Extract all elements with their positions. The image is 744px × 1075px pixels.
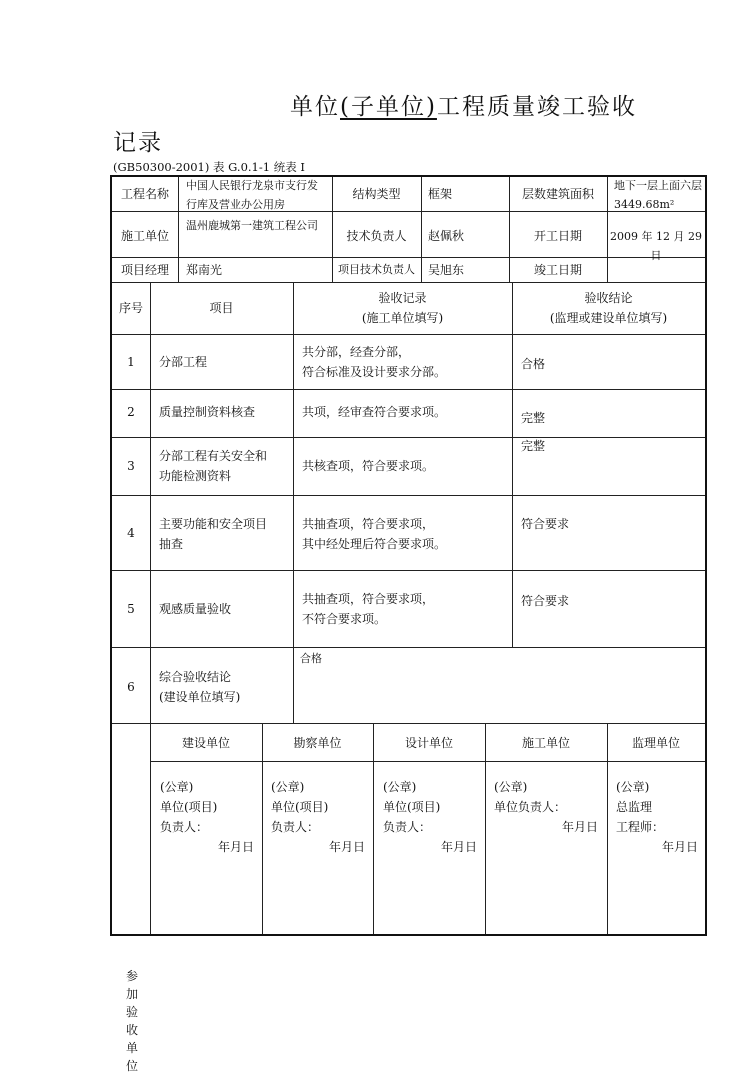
- row-no: 5: [127, 602, 135, 616]
- form-title: [290, 88, 637, 121]
- header-no: 序号: [118, 301, 143, 315]
- structure-value: 框架: [428, 187, 453, 201]
- seal-text: (公章): [383, 780, 417, 794]
- row-record-line1: 共核查项，符合要求项。: [302, 459, 435, 473]
- manager-value: 郑南光: [186, 263, 223, 277]
- row-item: 观感质量验收: [159, 602, 232, 616]
- start-date-value: 2009 年 12 月 29 日: [610, 230, 702, 262]
- row-no: 6: [127, 680, 135, 694]
- seal-text: (公章): [494, 780, 528, 794]
- row-no: 4: [127, 526, 135, 540]
- row-result: 完整: [521, 411, 546, 425]
- form-title-continued: 记录: [113, 130, 163, 156]
- row-result: 符合要求: [521, 517, 570, 531]
- document-code: (GB50300-2001) 表 G.0.1-1 统表 I: [113, 160, 305, 174]
- date-text: 年月日: [440, 840, 477, 854]
- row-item: 主要功能和安全项目: [159, 517, 268, 531]
- floors-label: 层数建筑面积: [521, 187, 594, 201]
- date-text: 年月日: [561, 820, 598, 834]
- seal-text: (公章): [271, 780, 305, 794]
- floors-value: 地下一层上面六层 3449.68m²: [614, 179, 702, 211]
- manager-label: 项目经理: [120, 263, 169, 277]
- project-tech-label: 项目技术负责人: [338, 263, 415, 276]
- title-part1: 单位: [290, 94, 340, 120]
- header-item: 项目: [209, 301, 234, 315]
- row-record-line2: 不符合要求项。: [302, 612, 387, 626]
- row-record-line1: 共分部，经查分部，: [302, 345, 411, 359]
- unit-signature-block: (公章) 单位(项目) 负责人： 年月日: [160, 777, 258, 857]
- row-no: 3: [127, 459, 135, 473]
- unit-name: 施工单位: [521, 736, 570, 750]
- structure-label: 结构类型: [352, 187, 401, 201]
- row-record-line2: 其中经处理后符合要求项。: [302, 537, 447, 551]
- participants-label: 参 加 验 收 单 位: [125, 969, 138, 1073]
- unit-signature-block: (公章) 单位负责人： 年月日: [494, 777, 602, 837]
- unit-name: 设计单位: [404, 736, 453, 750]
- unit-name: 建设单位: [181, 736, 230, 750]
- title-part2: (子单位): [340, 94, 437, 120]
- row-record-line1: 共抽查项，符合要求项，: [302, 517, 435, 531]
- row-item: 质量控制资料核查: [159, 405, 256, 419]
- seal-text: (公章): [160, 780, 194, 794]
- row-record-line2: 符合标准及设计要求分部。: [302, 365, 447, 379]
- date-text: 年月日: [661, 840, 698, 854]
- tech-lead-label: 技术负责人: [346, 229, 407, 243]
- header-conclusion-sub: (监理或建设单位填写): [549, 311, 668, 325]
- overall-conclusion: 合格: [300, 652, 322, 665]
- row-record-line1: 共抽查项，符合要求项，: [302, 592, 435, 606]
- header-record: 验收记录: [378, 291, 427, 305]
- seal-text: (公章): [616, 780, 650, 794]
- contractor-value: 温州鹿城第一建筑工程公司: [186, 219, 318, 232]
- row-item-line2: 功能检测资料: [159, 469, 232, 483]
- row-result: 合格: [521, 357, 546, 371]
- unit-signature-block: (公章) 单位(项目) 负责人： 年月日: [383, 777, 481, 857]
- project-name-label: 工程名称: [120, 187, 169, 201]
- row-no: 1: [127, 355, 135, 369]
- row-item: 分部工程有关安全和: [159, 449, 268, 463]
- unit-signature-block: (公章) 单位(项目) 负责人： 年月日: [271, 777, 369, 857]
- date-text: 年月日: [217, 840, 254, 854]
- acceptance-form-table: [110, 175, 707, 1073]
- header-record-sub: (施工单位填写): [361, 311, 444, 325]
- row-no: 2: [127, 405, 135, 419]
- row-result: 符合要求: [521, 594, 570, 608]
- project-name: 中国人民银行龙泉市支行发行库及营业办公用房: [186, 179, 318, 211]
- row-item: 综合验收结论: [159, 670, 232, 684]
- row-item: 分部工程: [159, 355, 208, 369]
- start-date-label: 开工日期: [533, 229, 582, 243]
- finish-date-label: 竣工日期: [533, 263, 582, 277]
- tech-lead-value: 赵佩秋: [428, 229, 465, 243]
- row-item-line2: 抽查: [159, 537, 184, 551]
- title-part3: 工程质量竣工验收: [436, 94, 637, 120]
- unit-signature-block: (公章) 总监理 工程师： 年月日: [616, 777, 702, 857]
- row-record-line1: 共项，经审查符合要求项。: [302, 405, 447, 419]
- unit-name: 监理单位: [631, 736, 680, 750]
- project-tech-value: 吴旭东: [428, 263, 465, 277]
- row-item-line2: (建设单位填写): [159, 690, 241, 704]
- header-conclusion: 验收结论: [584, 291, 633, 305]
- row-result: 完整: [521, 439, 546, 453]
- date-text: 年月日: [328, 840, 365, 854]
- contractor-label: 施工单位: [120, 229, 169, 243]
- unit-name: 勘察单位: [293, 736, 342, 750]
